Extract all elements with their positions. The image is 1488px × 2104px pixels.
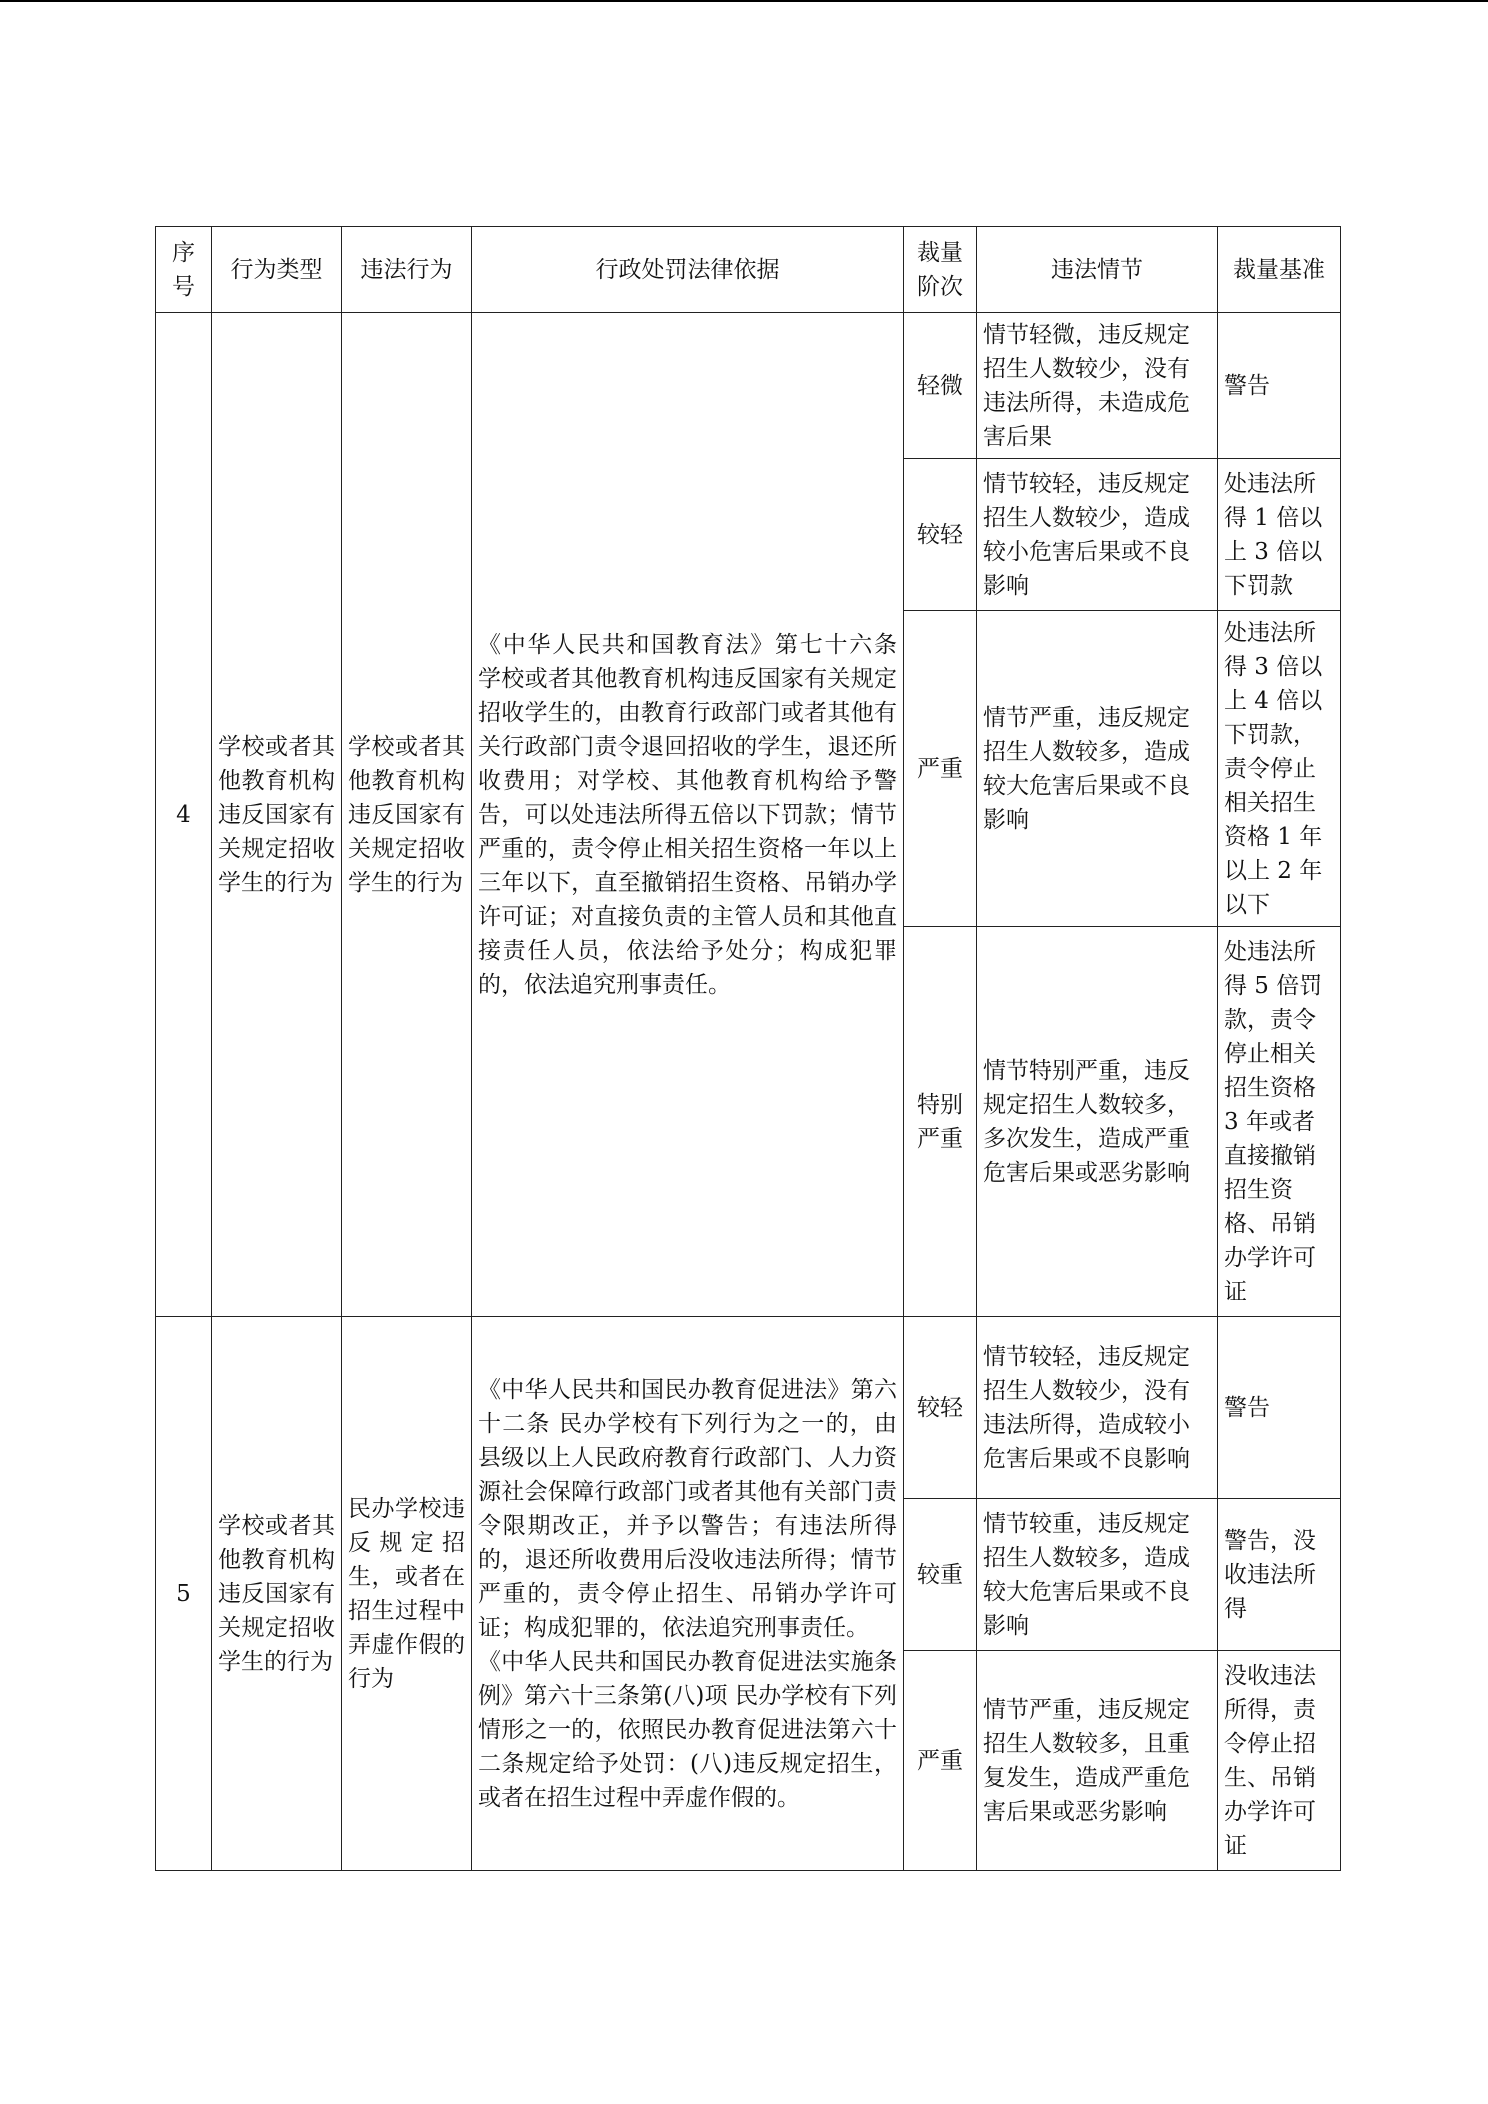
level-cell: 较重 — [904, 1499, 977, 1651]
row-type: 学校或者其他教育机构违反国家有关规定招收学生的行为 — [212, 313, 342, 1317]
level-cell: 较轻 — [904, 1317, 977, 1499]
standard-cell: 没收违法所得，责令停止招生、吊销办学许可证 — [1218, 1651, 1341, 1871]
standard-cell: 警告 — [1218, 1317, 1341, 1499]
standard-cell: 处违法所得 5 倍罚款，责令停止相关招生资格 3 年或者直接撤销招生资格、吊销办学许可证 — [1218, 927, 1341, 1317]
legal-basis-paragraph: 《中华人民共和国民办教育促进法实施条例》第六十三条第(八)项 民办学校有下列情形之一的，依照民办教育促进法第六十二条规定给予处罚：(八)违反规定招生，或者在招生过程中弄虚作假的。 — [478, 1648, 897, 1811]
standard-cell: 警告 — [1218, 313, 1341, 459]
header-basis: 行政处罚法律依据 — [472, 227, 904, 313]
circumstance-cell: 情节特别严重，违反规定招生人数较多，多次发生，造成严重危害后果或恶劣影响 — [977, 927, 1218, 1317]
row-seq: 5 — [156, 1317, 212, 1871]
header-circumstance: 违法情节 — [977, 227, 1218, 313]
table-row — [156, 1317, 1341, 1499]
level-cell: 严重 — [904, 611, 977, 927]
circumstance-cell: 情节严重，违反规定招生人数较多，造成较大危害后果或不良影响 — [977, 611, 1218, 927]
header-seq: 序号 — [156, 227, 212, 313]
table-header-row — [156, 227, 1341, 313]
header-level: 裁量阶次 — [904, 227, 977, 313]
level-cell: 轻微 — [904, 313, 977, 459]
standard-cell: 处违法所得 3 倍以上 4 倍以下罚款，责令停止相关招生资格 1 年以上 2 年以下 — [1218, 611, 1341, 927]
circumstance-cell: 情节较轻，违反规定招生人数较少，造成较小危害后果或不良影响 — [977, 459, 1218, 611]
header-standard: 裁量基准 — [1218, 227, 1341, 313]
standard-cell: 警告，没收违法所得 — [1218, 1499, 1341, 1651]
circumstance-cell: 情节较轻，违反规定招生人数较少，没有违法所得，造成较小危害后果或不良影响 — [977, 1317, 1218, 1499]
row-legal-basis — [472, 1317, 904, 1871]
level-cell: 特别严重 — [904, 927, 977, 1317]
legal-basis-paragraph: 《中华人民共和国民办教育促进法》第六十二条 民办学校有下列行为之一的，由县级以上人民政府教育行政部门、人力资源社会保障行政部门或者其他有关部门责令限期改正，并予以警告；有违法所得的，退还所收费用后没收违法所得；情节严重的，责令停止招生、吊销办学许可证；构成犯罪的，依法追究刑事责任。 — [478, 1376, 897, 1641]
header-violation: 违法行为 — [342, 227, 472, 313]
circumstance-cell: 情节轻微，违反规定招生人数较少，没有违法所得，未造成危害后果 — [977, 313, 1218, 459]
table-row — [156, 313, 1341, 459]
row-type: 学校或者其他教育机构违反国家有关规定招收学生的行为 — [212, 1317, 342, 1871]
standard-cell: 处违法所得 1 倍以上 3 倍以下罚款 — [1218, 459, 1341, 611]
circumstance-cell: 情节较重，违反规定招生人数较多，造成较大危害后果或不良影响 — [977, 1499, 1218, 1651]
level-cell: 较轻 — [904, 459, 977, 611]
discretion-standard-table — [155, 226, 1341, 1871]
legal-basis-paragraph: 《中华人民共和国教育法》第七十六条 学校或者其他教育机构违反国家有关规定招收学生的，由教育行政部门或者其他有关行政部门责令退回招收的学生，退还所收费用；对学校、其他教育机构给予警告，可以处违法所得五倍以下罚款；情节严重的，责令停止相关招生资格一年以上三年以下，直至撤销招生资格、吊销办学许可证；对直接负责的主管人员和其他直接责任人员，依法给予处分；构成犯罪的，依法追究刑事责任。 — [478, 631, 897, 998]
page-top-border — [0, 0, 1488, 2]
header-type: 行为类型 — [212, 227, 342, 313]
row-violation: 民办学校违反规定招生，或者在招生过程中弄虚作假的行为 — [342, 1317, 472, 1871]
row-seq: 4 — [156, 313, 212, 1317]
level-cell: 严重 — [904, 1651, 977, 1871]
circumstance-cell: 情节严重，违反规定招生人数较多，且重复发生，造成严重危害后果或恶劣影响 — [977, 1651, 1218, 1871]
row-legal-basis — [472, 313, 904, 1317]
row-violation: 学校或者其他教育机构违反国家有关规定招收学生的行为 — [342, 313, 472, 1317]
